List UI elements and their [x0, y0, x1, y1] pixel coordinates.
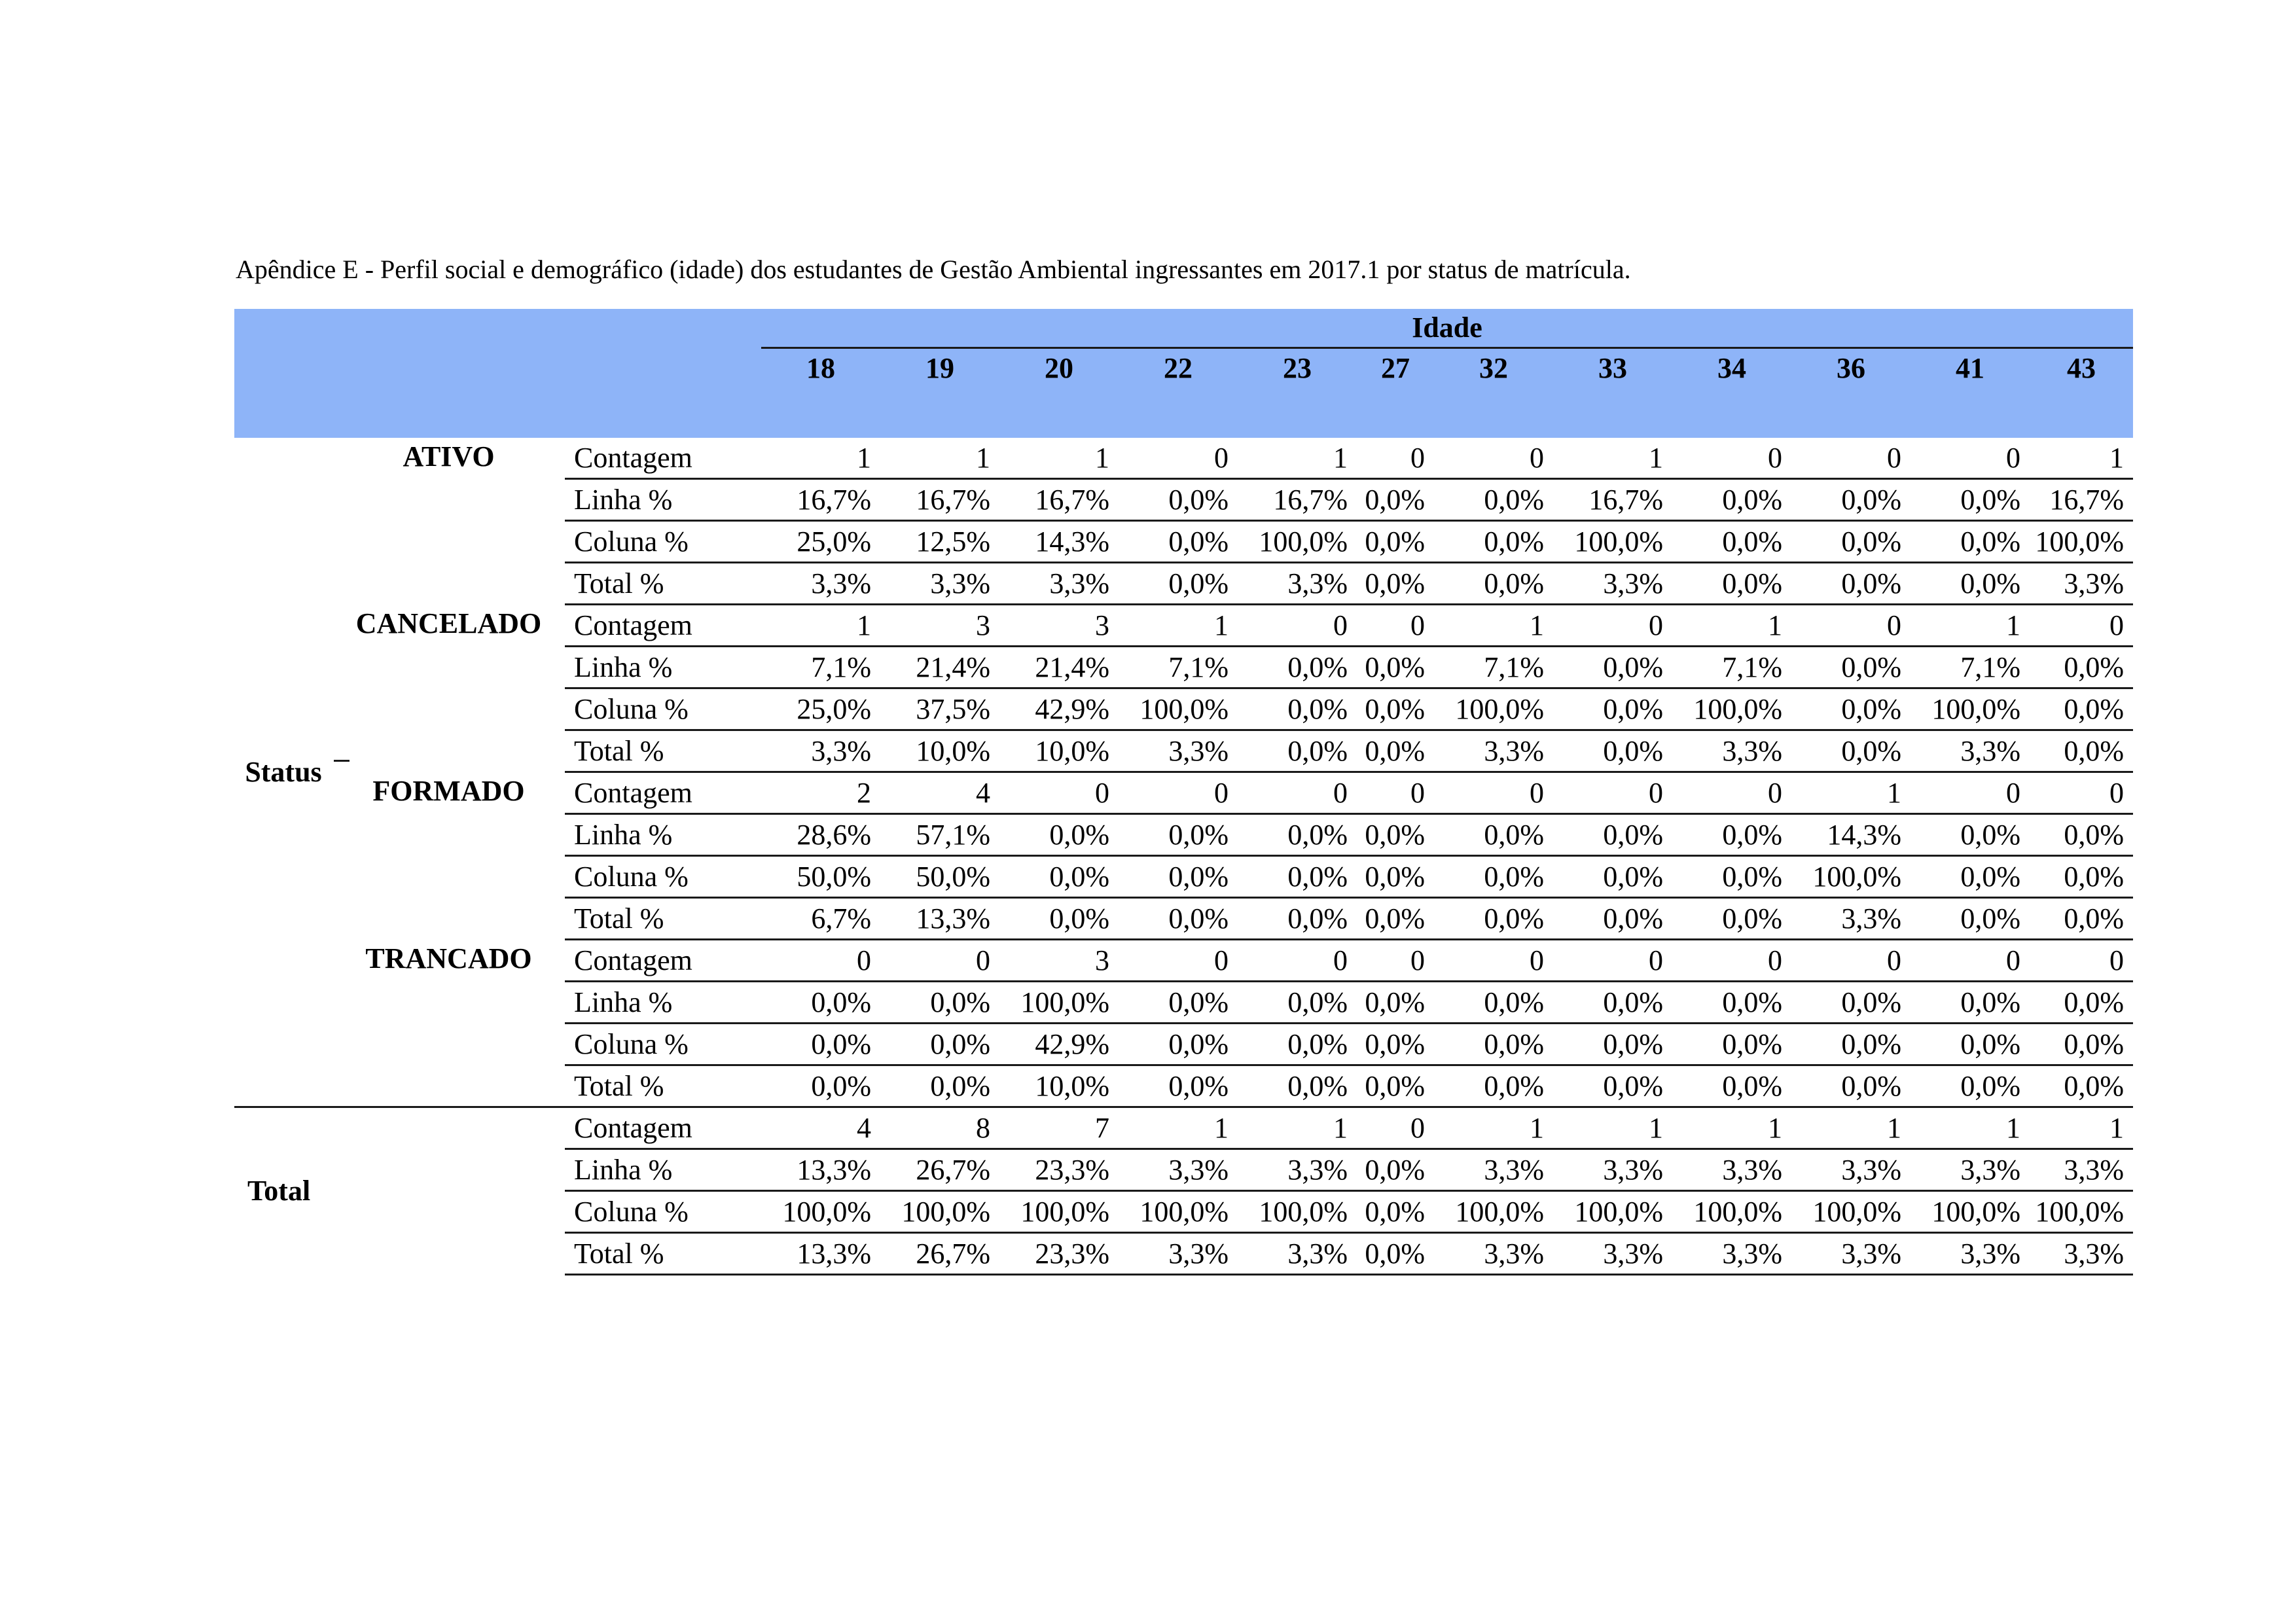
table-cell: 3,3%	[1119, 730, 1238, 772]
table-cell: 0,0%	[1672, 982, 1791, 1024]
table-cell: 3,3%	[1119, 1149, 1238, 1191]
table-cell: 3,3%	[1238, 1149, 1357, 1191]
table-cell: 3,3%	[999, 563, 1119, 605]
table-cell: 100,0%	[1910, 688, 2030, 730]
table-cell: 3,3%	[880, 563, 999, 605]
table-cell: 1	[1672, 1107, 1791, 1149]
table-cell: 1	[1791, 772, 1910, 814]
table-row	[234, 940, 2133, 982]
table-cell: 3,3%	[1119, 1233, 1238, 1275]
measure-label: Contagem	[565, 605, 761, 647]
table-cell: 0,0%	[1434, 521, 1553, 563]
table-cell: 0,0%	[1238, 856, 1357, 898]
table-cell: 13,3%	[880, 898, 999, 940]
table-cell: 25,0%	[761, 521, 880, 563]
table-cell: 3,3%	[1791, 898, 1910, 940]
table-cell: 1	[761, 605, 880, 647]
table-cell: 26,7%	[880, 1149, 999, 1191]
table-cell: 0,0%	[2064, 1069, 2124, 1102]
table-cell: 100,0%	[1434, 688, 1553, 730]
table-cell: 3,3%	[1434, 730, 1553, 772]
measure-label: Total %	[565, 1233, 761, 1275]
table-cell: 0	[1791, 940, 1910, 982]
table-cell: 3,3%	[2030, 1233, 2133, 1275]
table-cell: 0,0%	[1553, 1024, 1672, 1065]
table-cell: 0	[2030, 772, 2133, 814]
table-cell: 10,0%	[880, 730, 999, 772]
table-cell: 0,0%	[1357, 647, 1434, 688]
table-cell: 0,0%	[1672, 898, 1791, 940]
measure-label: Linha %	[565, 647, 761, 688]
table-cell: 0,0%	[1434, 1024, 1553, 1065]
table-cell: 0,0%	[2030, 898, 2133, 940]
table-caption: Apêndice E - Perfil social e demográfico (idade) dos estudantes de Gestão Ambiental ingressantes em 2017.1 por status de matrícula.	[236, 255, 1631, 284]
table-cell: 0	[1672, 772, 1791, 814]
table-cell: 7,1%	[1434, 647, 1553, 688]
table-cell: 0	[1910, 940, 2030, 982]
table-cell: 3,3%	[1672, 1233, 1791, 1275]
table-cell: 0,0%	[1791, 982, 1910, 1024]
table-cell: 0,0%	[1357, 856, 1434, 898]
table-cell: 0,0%	[1841, 1069, 1901, 1102]
measure-label: Contagem	[565, 940, 761, 982]
age-column-header: 41	[1910, 348, 2030, 389]
table-cell: 6,7%	[761, 898, 880, 940]
table-cell: 28,6%	[761, 814, 880, 856]
measure-label: Coluna %	[565, 1024, 761, 1065]
table-cell: 0	[1119, 772, 1238, 814]
measure-label: Contagem	[565, 438, 761, 479]
table-cell: 7	[999, 1107, 1119, 1149]
table-cell: 0,0%	[1910, 479, 2030, 521]
table-cell: 4	[761, 1107, 880, 1149]
table-cell: 0,0%	[1553, 688, 1672, 730]
table-cell: 57,1%	[880, 814, 999, 856]
table-cell: 0,0%	[1910, 1024, 2030, 1065]
table-cell: 0,0%	[2030, 1024, 2133, 1065]
table-cell: 1	[1119, 605, 1238, 647]
header-blank	[234, 309, 761, 348]
table-cell: 0,0%	[2030, 814, 2133, 856]
crosstab-table	[234, 309, 2133, 1275]
table-cell: 0,0%	[1238, 814, 1357, 856]
total-row	[234, 1107, 2133, 1149]
table-cell: 0,0%	[1791, 688, 1910, 730]
table-cell: 0,0%	[1791, 1024, 1910, 1065]
table-cell: 0	[999, 772, 1119, 814]
table-cell: 3,3%	[1553, 1233, 1672, 1275]
table-cell: 100,0%	[1672, 688, 1791, 730]
table-cell: 100,0%	[1910, 1191, 2030, 1233]
table-cell: 1	[2030, 1107, 2133, 1149]
table-cell: 0	[1357, 438, 1434, 479]
table-cell: 0,0%	[1119, 479, 1238, 521]
age-column-header: 36	[1791, 348, 1910, 389]
table-cell: 1	[1119, 1107, 1238, 1149]
table-cell: 1	[1434, 1107, 1553, 1149]
table-cell: 0,0%	[1357, 730, 1434, 772]
table-cell: 0,0%	[1672, 521, 1791, 563]
table-cell: 0	[1910, 772, 2030, 814]
table-cell: 0,0%	[880, 1024, 999, 1065]
table-cell: 0,0%	[1434, 898, 1553, 940]
table-cell: 3	[999, 605, 1119, 647]
table-cell: 100,0%	[999, 1191, 1119, 1233]
table-cell: 25,0%	[761, 688, 880, 730]
table-cell: 0,0%	[1357, 1024, 1434, 1065]
table-cell: 13,3%	[761, 1149, 880, 1191]
age-column-header: 22	[1119, 348, 1238, 389]
table-cell: 0,0%	[999, 856, 1119, 898]
table-cell: 0,0%	[1553, 647, 1672, 688]
age-column-header: 43	[2030, 348, 2133, 389]
table-cell: 100,0%	[2030, 521, 2133, 563]
table-cell: 1	[1238, 1107, 1357, 1149]
table-cell: 0,0%	[1168, 1069, 1229, 1102]
table-cell: 1	[1238, 438, 1357, 479]
table-cell: 3,3%	[761, 730, 880, 772]
table-cell: 0,0%	[880, 982, 999, 1024]
table-cell: 0,0%	[1238, 688, 1357, 730]
age-column-header: 32	[1434, 348, 1553, 389]
table-cell: 100,0%	[1672, 1191, 1791, 1233]
measure-label: Contagem	[565, 1107, 761, 1149]
table-cell: 23,3%	[999, 1233, 1119, 1275]
age-column-header: 20	[999, 348, 1119, 389]
table-cell: 1	[1672, 605, 1791, 647]
table-cell: 0,0%	[1434, 563, 1553, 605]
row-label-status: Status	[245, 755, 322, 788]
table-cell: 100,0%	[1791, 1191, 1910, 1233]
table-cell: 0,0%	[1910, 982, 2030, 1024]
table-cell: 0,0%	[761, 1024, 880, 1065]
table-cell: 0,0%	[1357, 1149, 1434, 1191]
table-cell: 16,7%	[1238, 479, 1357, 521]
table-cell: 26,7%	[880, 1233, 999, 1275]
table-cell: 1	[2030, 438, 2133, 479]
table-cell: 0,0%	[1672, 563, 1791, 605]
table-cell: 0	[880, 940, 999, 982]
table-cell: 0,0%	[1791, 730, 1910, 772]
table-cell: 3	[999, 940, 1119, 982]
table-cell: 0,0%	[1791, 647, 1910, 688]
status-tick-line	[334, 760, 350, 762]
table-cell: 3,3%	[1434, 1233, 1553, 1275]
status-group-label: FORMADO	[372, 774, 525, 807]
measure-label: Contagem	[565, 772, 761, 814]
table-cell: 0,0%	[2030, 688, 2133, 730]
measure-label: Linha %	[565, 814, 761, 856]
table-cell: 0	[1357, 1107, 1434, 1149]
table-cell: 42,9%	[999, 688, 1119, 730]
table-cell: 0	[1434, 772, 1553, 814]
table-cell: 0	[1672, 438, 1791, 479]
table-cell: 7,1%	[761, 647, 880, 688]
table-cell: 0	[1119, 940, 1238, 982]
table-cell: 12,5%	[880, 521, 999, 563]
age-column-header: 34	[1672, 348, 1791, 389]
table-cell: 0,0%	[1357, 479, 1434, 521]
table-cell: 0	[761, 940, 880, 982]
table-cell: 0,0%	[999, 814, 1119, 856]
table-cell: 0,0%	[1672, 856, 1791, 898]
table-cell: 0,0%	[1119, 982, 1238, 1024]
table-cell: 0,0%	[1434, 856, 1553, 898]
table-cell: 0,0%	[1910, 856, 2030, 898]
table-cell: 0,0%	[1238, 1024, 1357, 1065]
table-cell: 23,3%	[999, 1149, 1119, 1191]
table-cell: 50,0%	[761, 856, 880, 898]
table-cell: 0,0%	[999, 898, 1119, 940]
status-group-label: TRANCADO	[365, 942, 532, 974]
table-cell: 3,3%	[1238, 563, 1357, 605]
table-cell: 3,3%	[2030, 1149, 2133, 1191]
table-cell: 100,0%	[1791, 856, 1910, 898]
table-cell: 3,3%	[1238, 1233, 1357, 1275]
table-cell: 0,0%	[1722, 1069, 1782, 1102]
table-cell: 16,7%	[999, 479, 1119, 521]
table-cell: 3,3%	[1553, 563, 1672, 605]
table-cell: 1	[1910, 1107, 2030, 1149]
table-cell: 0	[1553, 772, 1672, 814]
table-cell: 0,0%	[930, 1069, 990, 1102]
table-cell: 3,3%	[1791, 1233, 1910, 1275]
header-idade: Idade	[761, 309, 2133, 348]
table-cell: 0,0%	[1119, 856, 1238, 898]
table-cell: 0,0%	[1119, 521, 1238, 563]
table-cell: 0	[1357, 940, 1434, 982]
table-cell: 16,7%	[1553, 479, 1672, 521]
table-cell: 0,0%	[1910, 898, 2030, 940]
table-cell: 1	[1434, 605, 1553, 647]
table-cell: 0,0%	[1553, 814, 1672, 856]
table-cell: 1	[1553, 438, 1672, 479]
measure-label: Coluna %	[565, 521, 761, 563]
table-cell: 0,0%	[1434, 479, 1553, 521]
table-cell: 0,0%	[1119, 898, 1238, 940]
table-cell: 0,0%	[1434, 814, 1553, 856]
table-cell: 0,0%	[1238, 730, 1357, 772]
table-cell: 1	[1791, 1107, 1910, 1149]
table-cell: 0	[1553, 940, 1672, 982]
table-cell: 100,0%	[761, 1191, 880, 1233]
table-cell: 3,3%	[1553, 1149, 1672, 1191]
table-cell: 0,0%	[811, 1069, 871, 1102]
measure-label: Total %	[565, 563, 761, 605]
table-cell: 0,0%	[1672, 814, 1791, 856]
table-cell: 8	[880, 1107, 999, 1149]
table-cell: 0,0%	[1357, 814, 1434, 856]
table-cell: 0,0%	[1119, 1024, 1238, 1065]
age-column-header: 27	[1357, 348, 1434, 389]
table-row	[234, 772, 2133, 814]
table-cell: 100,0%	[1553, 521, 1672, 563]
table-cell: 16,7%	[761, 479, 880, 521]
age-column-header: 19	[880, 348, 999, 389]
table-cell: 0,0%	[1791, 521, 1910, 563]
table-cell: 0	[1910, 438, 2030, 479]
table-cell: 3,3%	[1672, 730, 1791, 772]
table-cell: 0,0%	[1910, 814, 2030, 856]
table-cell: 21,4%	[999, 647, 1119, 688]
table-cell: 0,0%	[1365, 1069, 1425, 1102]
table-cell: 0,0%	[1357, 898, 1434, 940]
header-blank	[234, 348, 761, 389]
table-cell: 0,0%	[1357, 521, 1434, 563]
table-cell: 0,0%	[761, 982, 880, 1024]
table-cell: 3,3%	[2030, 563, 2133, 605]
table-cell: 100,0%	[1238, 1191, 1357, 1233]
table-cell: 3,3%	[1672, 1149, 1791, 1191]
row-label-total: Total	[234, 1107, 565, 1275]
table-cell: 10,0%	[1035, 1069, 1109, 1102]
table-cell: 3	[880, 605, 999, 647]
table-cell: 42,9%	[999, 1024, 1119, 1065]
status-group-label: ATIVO	[403, 440, 495, 473]
age-column-header: 18	[761, 348, 880, 389]
measure-label: Linha %	[565, 479, 761, 521]
table-cell: 100,0%	[1119, 1191, 1238, 1233]
table-cell: 0	[1672, 940, 1791, 982]
header-row-spacer	[234, 388, 2133, 438]
table-cell: 0,0%	[1357, 982, 1434, 1024]
table-cell: 0	[1434, 438, 1553, 479]
table-cell: 100,0%	[1553, 1191, 1672, 1233]
table-cell: 1	[1553, 1107, 1672, 1149]
table-cell: 1	[880, 438, 999, 479]
table-cell: 100,0%	[2030, 1191, 2133, 1233]
table-cell: 37,5%	[880, 688, 999, 730]
age-column-header: 33	[1553, 348, 1672, 389]
table-cell: 0,0%	[1791, 479, 1910, 521]
table-cell: 3,3%	[1910, 1149, 2030, 1191]
table-cell: 0,0%	[2030, 647, 2133, 688]
table-cell: 0	[1434, 940, 1553, 982]
table-cell: 100,0%	[1119, 688, 1238, 730]
table-cell: 4	[880, 772, 999, 814]
table-cell: 0	[1238, 772, 1357, 814]
table-cell: 0	[2030, 605, 2133, 647]
table-cell: 0,0%	[1434, 982, 1553, 1024]
measure-label: Linha %	[565, 1149, 761, 1191]
table-cell: 0,0%	[1672, 1024, 1791, 1065]
table-cell: 21,4%	[880, 647, 999, 688]
table-cell: 0	[1553, 605, 1672, 647]
table-cell: 7,1%	[1672, 647, 1791, 688]
age-column-header: 23	[1238, 348, 1357, 389]
table-cell: 2	[761, 772, 880, 814]
table-cell: 50,0%	[880, 856, 999, 898]
table-cell: 0,0%	[2030, 982, 2133, 1024]
measure-label: Total %	[565, 898, 761, 940]
table-cell: 0,0%	[1119, 814, 1238, 856]
measure-label: Coluna %	[565, 1191, 761, 1233]
table-cell: 3,3%	[1791, 1149, 1910, 1191]
table-cell: 0,0%	[1553, 982, 1672, 1024]
table-cell: 10,0%	[999, 730, 1119, 772]
table-cell: 0	[1238, 940, 1357, 982]
table-cell: 100,0%	[880, 1191, 999, 1233]
header-row-group	[234, 309, 2133, 348]
table-cell: 100,0%	[999, 982, 1119, 1024]
table-cell: 0,0%	[2030, 856, 2133, 898]
table-cell: 3,3%	[1434, 1149, 1553, 1191]
measure-label: Total %	[574, 1069, 664, 1102]
table-cell: 1	[999, 438, 1119, 479]
measure-label: Coluna %	[565, 688, 761, 730]
table-cell: 0	[1357, 772, 1434, 814]
measure-label: Total %	[565, 730, 761, 772]
table-cell: 7,1%	[1119, 647, 1238, 688]
measure-label: Coluna %	[565, 856, 761, 898]
table-cell: 0	[2030, 940, 2133, 982]
table-cell: 0,0%	[1910, 521, 2030, 563]
table-cell: 0,0%	[1357, 688, 1434, 730]
table-cell: 0,0%	[1357, 1191, 1434, 1233]
table-cell: 0,0%	[1357, 1233, 1434, 1275]
table-cell: 0,0%	[2030, 730, 2133, 772]
table-cell: 0,0%	[1287, 1069, 1348, 1102]
table-cell: 0,0%	[1238, 647, 1357, 688]
table-cell: 3,3%	[1910, 1233, 2030, 1275]
table-cell: 0	[1791, 605, 1910, 647]
table-cell: 1	[761, 438, 880, 479]
table-cell: 0,0%	[1553, 898, 1672, 940]
table-cell: 16,7%	[2030, 479, 2133, 521]
table-cell: 0,0%	[1910, 563, 2030, 605]
table-cell: 0	[1357, 605, 1434, 647]
table-cell: 100,0%	[1238, 521, 1357, 563]
table-cell: 0,0%	[1484, 1069, 1544, 1102]
table-cell: 0,0%	[1603, 1069, 1663, 1102]
table-cell: 0,0%	[1672, 479, 1791, 521]
table-cell: 0,0%	[1553, 730, 1672, 772]
table-cell: 14,3%	[1791, 814, 1910, 856]
table-cell: 0	[1791, 438, 1910, 479]
table-cell: 0,0%	[1960, 1069, 2020, 1102]
header-row-ages	[234, 348, 2133, 389]
table-cell: 7,1%	[1910, 647, 2030, 688]
table-cell: 16,7%	[880, 479, 999, 521]
table-cell: 0	[1119, 438, 1238, 479]
table-cell: 0,0%	[1238, 898, 1357, 940]
table-cell: 13,3%	[761, 1233, 880, 1275]
table-cell: 0,0%	[1791, 563, 1910, 605]
table-cell: 1	[1910, 605, 2030, 647]
table-cell: 100,0%	[1434, 1191, 1553, 1233]
table-cell: 3,3%	[761, 563, 880, 605]
table-cell: 3,3%	[1910, 730, 2030, 772]
table-cell: 0,0%	[1119, 563, 1238, 605]
table-cell: 0,0%	[1357, 563, 1434, 605]
status-group-label: CANCELADO	[355, 607, 542, 639]
table-row	[234, 605, 2133, 647]
table-cell: 0,0%	[1238, 982, 1357, 1024]
table-cell: 0,0%	[1553, 856, 1672, 898]
measure-label: Linha %	[565, 982, 761, 1024]
table-cell: 0	[1238, 605, 1357, 647]
header-blank	[234, 388, 2133, 438]
table-row	[234, 438, 2133, 479]
table-cell: 14,3%	[999, 521, 1119, 563]
